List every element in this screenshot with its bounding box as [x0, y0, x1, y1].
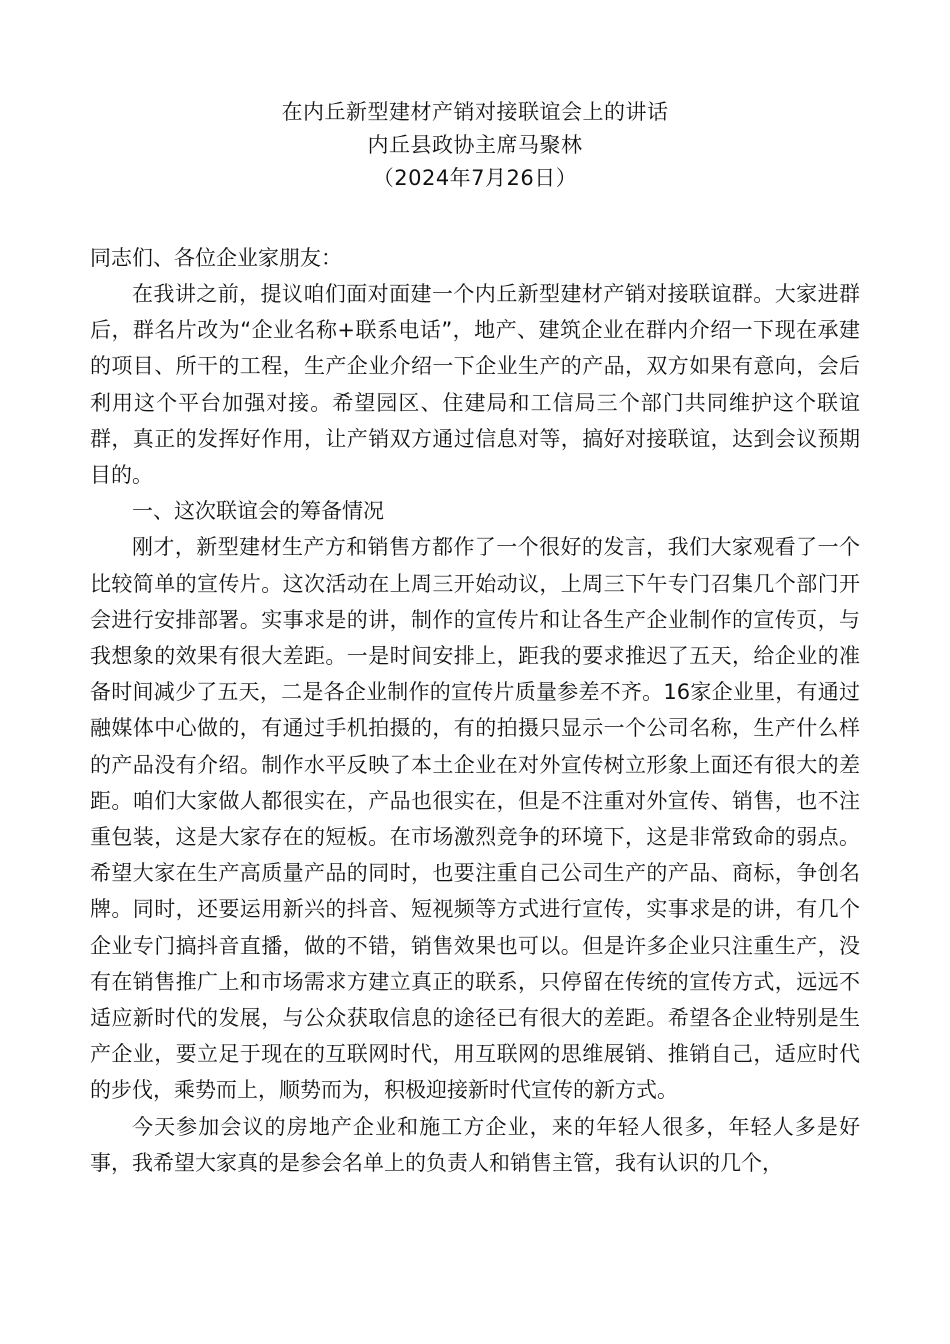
- speech-body: [90, 276, 860, 1181]
- document-page: [90, 96, 860, 1181]
- greeting: 同志们、各位企业家朋友：: [90, 246, 342, 270]
- speech-date: （2024年7月26日）: [372, 166, 578, 190]
- document-title: 在内丘新型建材产销对接联谊会上的讲话: [281, 100, 669, 124]
- paragraph-intro: 在我讲之前，提议咱们面对面建一个内丘新型建材产销对接联谊群。大家进群后，群名片改为“企业名称+联系电话”，地产、建筑企业在群内介绍一下现在承建的项目、所干的工程，生产企业介绍一下企业生产的产品，双方如果有意向，会后利用这个平台加强对接。希望园区、住建局和工信局三个部门共同维护这个联谊群，真正的发挥好作用，让产销双方通过信息对等，搞好对接联谊，达到会议预期目的。: [90, 282, 860, 488]
- title-block: [90, 96, 860, 195]
- speaker-line: 内丘县政协主席马聚林: [367, 133, 583, 157]
- paragraph-attendees: 今天参加会议的房地产企业和施工方企业，来的年轻人很多，年轻人多是好事，我希望大家真的是参会名单上的负责人和销售主管，我有认识的几个，: [90, 1114, 860, 1175]
- paragraph-preparation: 刚才，新型建材生产方和销售方都作了一个很好的发言，我们大家观看了一个比较简单的宣传片。这次活动在上周三开始动议，上周三下午专门召集几个部门开会进行安排部署。实事求是的讲，制作的宣传片和让各生产企业制作的宣传页，与我想象的效果有很大差距。一是时间安排上，距我的要求推迟了五天，给企业的准备时间减少了五天，二是各企业制作的宣传片质量参差不齐。16家企业里，有通过融媒体中心做的，有通过手机拍摄的，有的拍摄只显示一个公司名称，生产什么样的产品没有介绍。制作水平反映了本土企业在对外宣传树立形象上面还有很大的差距。咱们大家做人都很实在，产品也很实在，但是不注重对外宣传、销售，也不注重包装，这是大家存在的短板。在市场激烈竞争的环境下，这是非常致命的弱点。希望大家在生产高质量产品的同时，也要注重自己公司生产的产品、商标，争创名牌。同时，还要运用新兴的抖音、短视频等方式进行宣传，实事求是的讲，有几个企业专门搞抖音直播，做的不错，销售效果也可以。但是许多企业只注重生产，没有在销售推广上和市场需求方建立真正的联系，只停留在传统的宣传方式，远远不适应新时代的发展，与公众获取信息的途径已有很大的差距。希望各企业特别是生产企业，要立足于现在的互联网时代，用互联网的思维展销、推销自己，适应时代的步伐，乘势而上，顺势而为，积极迎接新时代宣传的新方式。: [90, 535, 860, 1103]
- section-heading: 一、这次联谊会的筹备情况: [132, 499, 384, 524]
